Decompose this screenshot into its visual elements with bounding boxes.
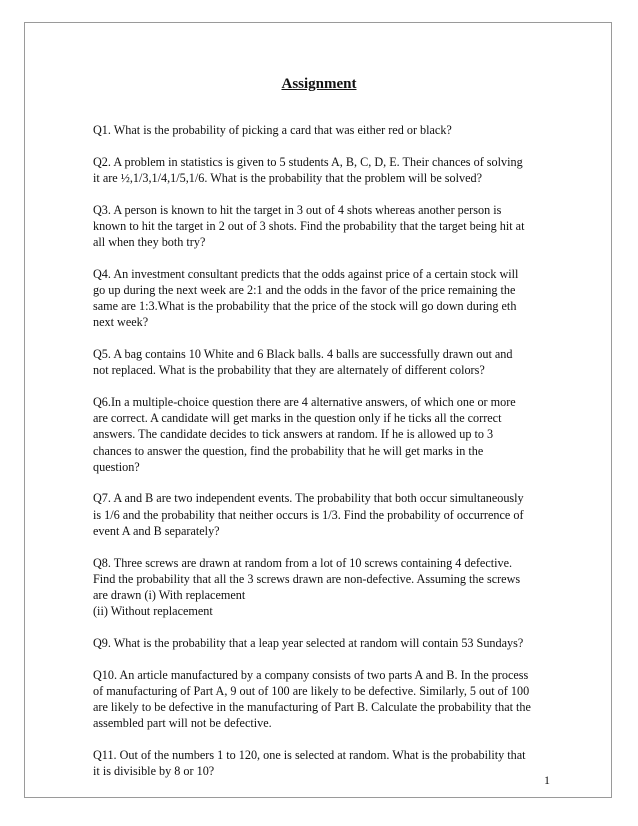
question-line: Q11. Out of the numbers 1 to 120, one is selected at random. What is the probability that (93, 747, 526, 762)
question-line: Q10. An article manufactured by a company consists of two parts A and B. In the process (93, 667, 529, 682)
question-line: question? (93, 459, 140, 474)
question-line: Q2. A problem in statistics is given to 5 students A, B, C, D, E. Their chances of solving (93, 154, 523, 169)
question-line: next week? (93, 315, 149, 330)
question-10 (93, 667, 555, 732)
question-line: (ii) Without replacement (93, 604, 213, 619)
question-2 (93, 154, 555, 186)
question-8 (93, 555, 555, 620)
question-line: of manufacturing of Part A, 9 out of 100 are likely to be defective. Similarly, 5 out of 100 (93, 683, 530, 698)
question-line: Q9. What is the probability that a leap year selected at random will contain 53 Sundays? (93, 635, 524, 650)
question-line: go up during the next week are 2:1 and the odds in the favor of the price remaining the (93, 282, 516, 297)
question-line: not replaced. What is the probability that they are alternately of different colors? (93, 363, 485, 378)
question-9 (93, 635, 555, 651)
question-line: Q5. A bag contains 10 White and 6 Black balls. 4 balls are successfully drawn out and (93, 347, 513, 362)
question-line: Q7. A and B are two independent events. The probability that both occur simultaneously (93, 491, 524, 506)
question-line: are likely to be defective in the manufacturing of Part B. Calculate the probability that the (93, 699, 531, 714)
question-line: Q4. An investment consultant predicts that the odds against price of a certain stock will (93, 266, 519, 281)
question-line: assembled part will not be defective. (93, 716, 272, 731)
question-line: it are ½,1/3,1/4,1/5,1/6. What is the probability that the problem will be solved? (93, 170, 483, 185)
question-line: Find the probability that all the 3 screws drawn are non-defective. Assuming the screws (93, 571, 521, 586)
question-line: all when they both try? (93, 235, 206, 250)
question-line: are drawn (i) With replacement (93, 587, 246, 602)
question-line: is 1/6 and the probability that neither occurs is 1/3. Find the probability of occurrence of (93, 507, 524, 522)
question-1 (93, 122, 555, 138)
question-7 (93, 490, 555, 539)
question-line: are correct. A candidate will get marks in the question only if he ticks all the correct (93, 411, 502, 426)
question-6 (93, 394, 555, 475)
question-line: Q8. Three screws are drawn at random from a lot of 10 screws containing 4 defective. (93, 555, 513, 570)
question-line: chances to answer the question, find the probability that he will get marks in the (93, 443, 484, 458)
question-4 (93, 266, 555, 331)
question-line: it is divisible by 8 or 10? (93, 764, 215, 779)
question-11 (93, 747, 555, 779)
question-line: Q1. What is the probability of picking a card that was either red or black? (93, 123, 452, 137)
question-list (93, 122, 555, 795)
question-line: known to hit the target in 2 out of 3 shots. Find the probability that the target being hit at (93, 218, 525, 233)
question-line: answers. The candidate decides to tick answers at random. If he is allowed up to 3 (93, 427, 494, 442)
question-line: Q6.In a multiple-choice question there are 4 alternative answers, of which one or more (93, 394, 516, 409)
question-line: Q3. A person is known to hit the target in 3 out of 4 shots whereas another person is (93, 202, 502, 217)
question-5 (93, 346, 555, 378)
question-3 (93, 202, 555, 251)
question-line: event A and B separately? (93, 523, 220, 538)
page-title: Assignment (281, 76, 357, 92)
page-number: 1 (544, 773, 550, 787)
question-line: same are 1:3.What is the probability that the price of the stock will go down during eth (93, 299, 517, 314)
